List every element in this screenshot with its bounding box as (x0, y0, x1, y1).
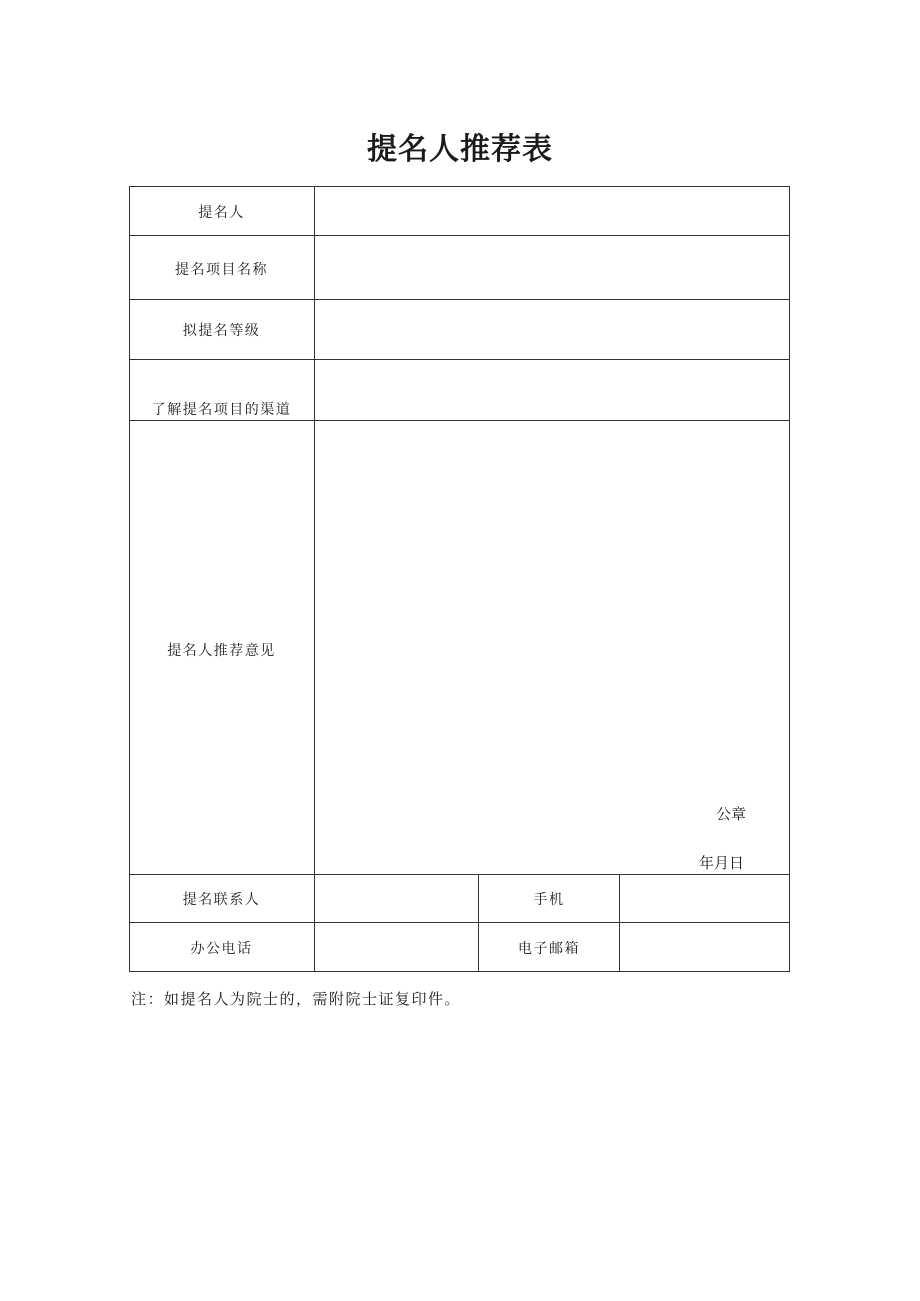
office-phone-field[interactable] (315, 923, 478, 971)
label-email: 电子邮箱 (518, 941, 580, 957)
page-title: 提名人推荐表 (367, 132, 553, 167)
channel-field[interactable] (315, 360, 789, 420)
seal-label: 公章 (716, 805, 747, 823)
label-mobile: 手机 (533, 892, 565, 908)
mobile-field[interactable] (620, 875, 789, 922)
label-contact: 提名联系人 (182, 892, 261, 908)
label-nominator: 提名人 (198, 205, 245, 221)
label-channel: 了解提名项目的渠道 (151, 402, 292, 418)
label-office-phone: 办公电话 (190, 941, 253, 957)
table-border-bottom (129, 971, 790, 972)
footnote: 注：如提名人为院士的，需附院士证复印件。 (131, 990, 462, 1008)
label-proposed-level: 拟提名等级 (182, 323, 261, 339)
label-project-name: 提名项目名称 (175, 262, 268, 278)
nomination-form-table (129, 186, 790, 972)
label-opinion: 提名人推荐意见 (167, 643, 276, 659)
date-label: 年月日 (699, 854, 745, 872)
table-border-right (789, 186, 790, 972)
contact-field[interactable] (315, 875, 478, 922)
email-field[interactable] (620, 923, 789, 971)
proposed-level-field[interactable] (315, 300, 789, 359)
nominator-field[interactable] (315, 187, 789, 235)
project-name-field[interactable] (315, 236, 789, 299)
table-border-left (129, 186, 130, 972)
